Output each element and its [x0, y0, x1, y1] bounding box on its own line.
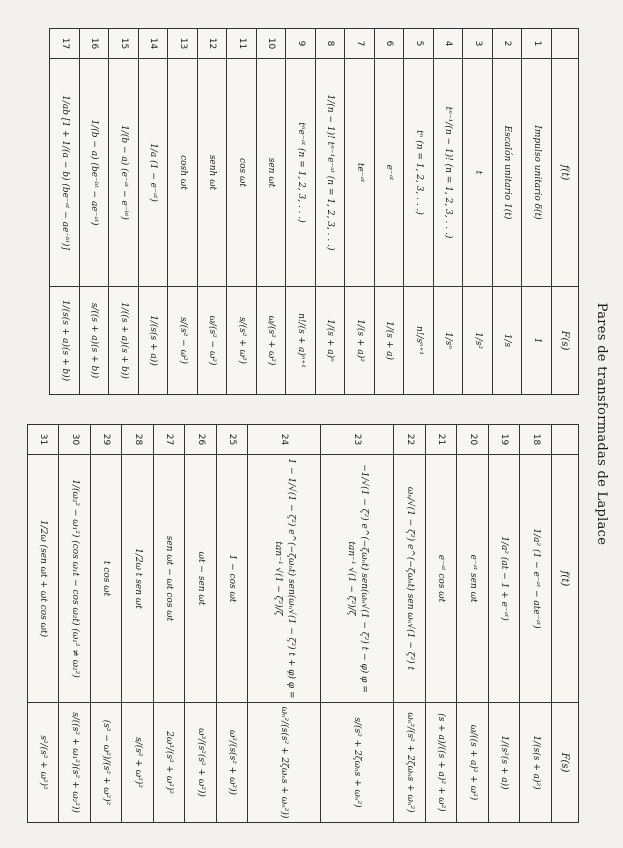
- time-function-cell: 1 − cos ωt: [217, 455, 249, 703]
- row-number: 22: [394, 425, 426, 455]
- table-row: [394, 425, 426, 823]
- laplace-table-right: [27, 424, 579, 823]
- time-function-cell: tⁿ⁻¹/(n − 1)! (n = 1, 2, 3, . . .): [434, 59, 464, 287]
- time-function-cell: ωₙ/√(1 − ζ²) e^(−ζωₙt) sen ωₙ√(1 − ζ²) t: [394, 455, 426, 703]
- time-function-cell: 1/(b − a) (e⁻ᵃᵗ − e⁻ᵇᵗ): [109, 59, 139, 287]
- time-function-cell: 1/ab [1 + 1/(a − b) (be⁻ᵃᵗ − ae⁻ᵇᵗ)]: [50, 59, 80, 287]
- time-function-cell: Impulso unitario δ(t): [522, 59, 552, 287]
- transform-cell: ω/(s² − ω²): [198, 287, 228, 395]
- table-row: [257, 29, 287, 395]
- time-function-cell: senh ωt: [198, 59, 228, 287]
- time-function-cell: ωt − sen ωt: [185, 455, 217, 703]
- page-title: Pares de transformadas de Laplace: [594, 302, 609, 546]
- transform-cell: 1/s²: [463, 287, 493, 395]
- time-function-cell: 1/2ω (sen ωt + ωt cos ωt): [28, 455, 60, 703]
- transform-cell: s/(s² + 2ζωₙs + ωₙ²): [321, 703, 394, 823]
- transform-cell: 1/(s(s + a)(s + b)): [50, 287, 80, 395]
- transform-cell: 1/(s(s + a)): [139, 287, 169, 395]
- table-header: [552, 425, 579, 823]
- row-number: 19: [489, 425, 521, 455]
- table-row: [457, 425, 489, 823]
- transform-cell: s/(s² − ω²): [168, 287, 198, 395]
- row-number: 24: [248, 425, 321, 455]
- table-row: [168, 29, 198, 395]
- transform-cell: s/(s² + ω²)²: [122, 703, 154, 823]
- table-row: [248, 425, 321, 823]
- time-function-cell: t: [463, 59, 493, 287]
- row-number: 23: [321, 425, 394, 455]
- table-row: [520, 425, 552, 823]
- time-function-cell: 1/2ω t sen ωt: [122, 455, 154, 703]
- row-number: 11: [227, 29, 257, 59]
- transform-cell: s/(s² + ω²): [227, 287, 257, 395]
- row-number: 1: [522, 29, 552, 59]
- table-row: [375, 29, 405, 395]
- transform-cell: (s² − ω²)/(s² + ω²)²: [91, 703, 123, 823]
- row-number: 28: [122, 425, 154, 455]
- table-row: [109, 29, 139, 395]
- laplace-table-left: [50, 28, 580, 395]
- table-row: [198, 29, 228, 395]
- time-function-cell: te⁻ᵃᵗ: [345, 59, 375, 287]
- table-row: [463, 29, 493, 395]
- row-number: 29: [91, 425, 123, 455]
- row-number: 12: [198, 29, 228, 59]
- transform-cell: 1/(s(s + a)²): [520, 703, 552, 823]
- table-row: [522, 29, 552, 395]
- time-function-cell: 1/a (1 − e⁻ᵃᵗ): [139, 59, 169, 287]
- table-row: [122, 425, 154, 823]
- transform-cell: 2ω³/(s² + ω²)²: [154, 703, 186, 823]
- table-row: [50, 29, 80, 395]
- table-row: [426, 425, 458, 823]
- time-function-cell: 1/(b − a) (be⁻ᵇᵗ − ae⁻ᵃᵗ): [80, 59, 110, 287]
- transform-cell: 1/sⁿ: [434, 287, 464, 395]
- row-number: 15: [109, 29, 139, 59]
- row-number: 30: [59, 425, 91, 455]
- transform-cell: (s + a)/((s + a)² + ω²): [426, 703, 458, 823]
- transform-cell: 1/(s + a): [375, 287, 405, 395]
- time-function-cell: 1/(n − 1)! tⁿ⁻¹e⁻ᵃᵗ (n = 1, 2, 3, . . .): [316, 59, 346, 287]
- row-number: 10: [257, 29, 287, 59]
- time-function-cell: 1/a² (at − 1 + e⁻ᵃᵗ): [489, 455, 521, 703]
- time-function-cell: e⁻ᵃᵗ sen ωt: [457, 455, 489, 703]
- transform-cell: s²/(s² + ω²)²: [28, 703, 60, 823]
- table-row: [227, 29, 257, 395]
- row-number: 20: [457, 425, 489, 455]
- transform-cell: ω³/(s²(s² + ω²)): [185, 703, 217, 823]
- transform-cell: n!/(s + a)ⁿ⁺¹: [286, 287, 316, 395]
- row-number: 13: [168, 29, 198, 59]
- time-function-cell: 1/(ω₂² − ω₁²) (cos ω₁t − cos ω₂t) (ω₁² ≠ ω₂²): [59, 455, 91, 703]
- transform-cell: ω²/(s(s² + ω²)): [217, 703, 249, 823]
- row-number: 31: [28, 425, 60, 455]
- transform-cell: s/((s² + ω₁²)(s² + ω₂²)): [59, 703, 91, 823]
- time-function-cell: 1/a² (1 − e⁻ᵃᵗ − ate⁻ᵃᵗ): [520, 455, 552, 703]
- time-function-cell: −1/√(1 − ζ²) e^(−ζωₙt) sen(ωₙ√(1 − ζ²) t − φ) φ = tan⁻¹ √(1 − ζ²)/ζ: [321, 455, 394, 703]
- row-number: 25: [217, 425, 249, 455]
- table-row: [217, 425, 249, 823]
- transform-cell: 1/s: [493, 287, 523, 395]
- row-number: 2: [493, 29, 523, 59]
- transform-cell: 1/(s + a)²: [345, 287, 375, 395]
- time-function-cell: cos ωt: [227, 59, 257, 287]
- table-row: [91, 425, 123, 823]
- time-function-cell: e⁻ᵃᵗ: [375, 59, 405, 287]
- transform-cell: n!/sⁿ⁺¹: [404, 287, 434, 395]
- time-function-cell: cosh ωt: [168, 59, 198, 287]
- row-number: 9: [286, 29, 316, 59]
- table-row: [316, 29, 346, 395]
- table-row: [59, 425, 91, 823]
- transform-cell: 1/(s²(s + a)): [489, 703, 521, 823]
- transform-cell: ωₙ²/(s² + 2ζωₙs + ωₙ²): [394, 703, 426, 823]
- transform-cell: 1/(s + a)ⁿ: [316, 287, 346, 395]
- time-function-cell: sen ωt − ωt cos ωt: [154, 455, 186, 703]
- transform-header: F(s): [552, 703, 579, 823]
- table-header: [552, 29, 579, 395]
- table-row: [139, 29, 169, 395]
- time-function-cell: sen ωt: [257, 59, 287, 287]
- transform-cell: ω/((s + a)² + ω²): [457, 703, 489, 823]
- time-function-header: f(t): [552, 59, 579, 287]
- table-row: [493, 29, 523, 395]
- row-number: 8: [316, 29, 346, 59]
- number-header: [552, 425, 579, 455]
- row-number: 27: [154, 425, 186, 455]
- table-row: [28, 425, 60, 823]
- table-row: [185, 425, 217, 823]
- time-function-cell: e⁻ᵃᵗ cos ωt: [426, 455, 458, 703]
- time-function-header: f(t): [552, 455, 579, 703]
- row-number: 16: [80, 29, 110, 59]
- table-row: [286, 29, 316, 395]
- time-function-cell: tⁿe⁻ᵃᵗ (n = 1, 2, 3, . . .): [286, 59, 316, 287]
- transform-header: F(s): [552, 287, 579, 395]
- transform-cell: 1/((s + a)(s + b)): [109, 287, 139, 395]
- time-function-cell: 1 − 1/√(1 − ζ²) e^(−ζωₙt) sen(ωₙ√(1 − ζ²) t + φ) φ = tan⁻¹ √(1 − ζ²)/ζ: [248, 455, 321, 703]
- table-row: [404, 29, 434, 395]
- row-number: 4: [434, 29, 464, 59]
- row-number: 18: [520, 425, 552, 455]
- time-function-cell: tⁿ (n = 1, 2, 3, . . .): [404, 59, 434, 287]
- row-number: 7: [345, 29, 375, 59]
- row-number: 21: [426, 425, 458, 455]
- table-row: [80, 29, 110, 395]
- transform-cell: s/((s + a)(s + b)): [80, 287, 110, 395]
- row-number: 3: [463, 29, 493, 59]
- table-row: [434, 29, 464, 395]
- row-number: 5: [404, 29, 434, 59]
- row-number: 14: [139, 29, 169, 59]
- table-row: [489, 425, 521, 823]
- transform-cell: 1: [522, 287, 552, 395]
- time-function-cell: t cos ωt: [91, 455, 123, 703]
- table-row: [345, 29, 375, 395]
- number-header: [552, 29, 579, 59]
- row-number: 6: [375, 29, 405, 59]
- row-number: 17: [50, 29, 80, 59]
- time-function-cell: Escalón unitario 1(t): [493, 59, 523, 287]
- table-row: [321, 425, 394, 823]
- row-number: 26: [185, 425, 217, 455]
- transform-cell: ωₙ²/(s(s² + 2ζωₙs + ωₙ²)): [248, 703, 321, 823]
- transform-cell: ω/(s² + ω²): [257, 287, 287, 395]
- table-row: [154, 425, 186, 823]
